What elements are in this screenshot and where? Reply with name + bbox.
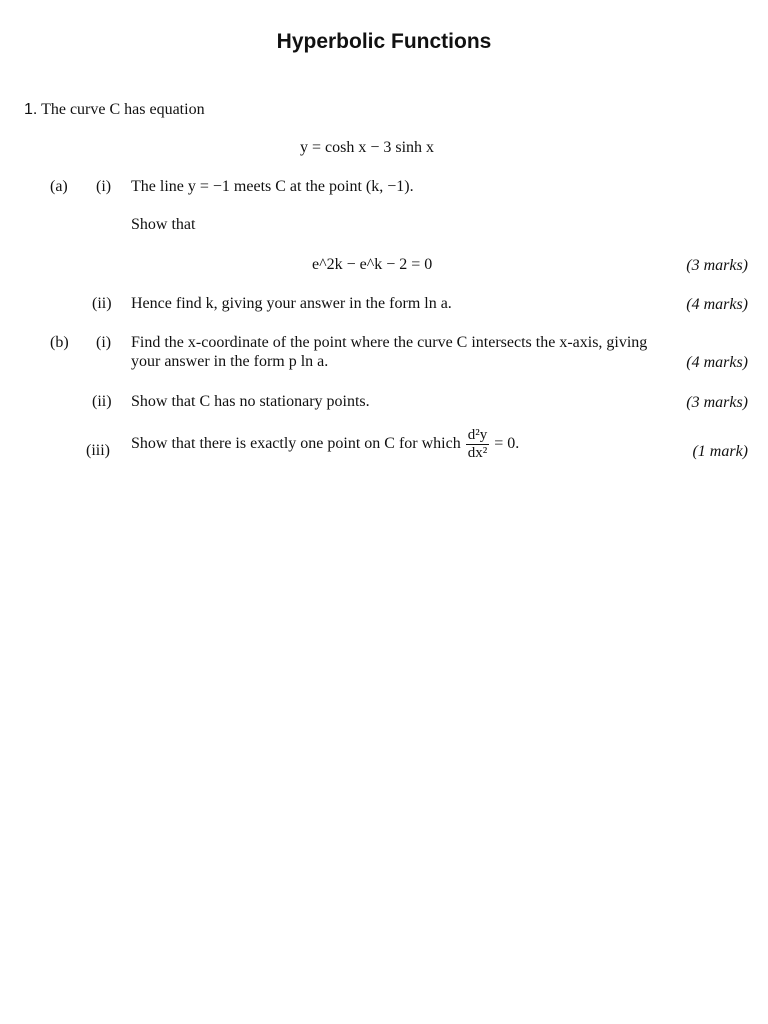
fraction-numerator: d²y (467, 427, 488, 443)
part-biii-end: = 0. (494, 435, 520, 453)
part-ai-marks: (3 marks) (686, 257, 748, 274)
part-aii-text: Hence find k, giving your answer in the form ln a. (131, 295, 452, 312)
part-biii-text: Show that there is exactly one point on C for which (131, 435, 461, 453)
part-aii-label: (ii) (92, 295, 112, 312)
part-aii-marks: (4 marks) (686, 296, 748, 313)
part-bi-text-line2: your answer in the form p ln a. (131, 353, 329, 370)
part-bii-marks: (3 marks) (686, 394, 748, 411)
part-ai-text: The line y = −1 meets C at the point (k, −1). (131, 178, 414, 195)
part-biii-line (131, 427, 519, 462)
question-intro-text: The curve C has equation (41, 101, 205, 118)
question-number: 1. (24, 101, 38, 118)
part-bii-text: Show that C has no stationary points. (131, 393, 370, 410)
curve-equation: y = cosh x − 3 sinh x (300, 139, 435, 156)
part-bi-text-line1: Find the x-coordinate of the point where the curve C intersects the x-axis, giving (131, 334, 648, 351)
part-bii-label: (ii) (92, 393, 112, 410)
page-title: Hyperbolic Functions (276, 30, 492, 53)
part-biii-label: (iii) (86, 442, 110, 459)
part-bi-marks: (4 marks) (686, 354, 748, 371)
part-ai-equation: e^2k − e^k − 2 = 0 (312, 256, 433, 273)
part-biii-marks: (1 mark) (692, 443, 748, 460)
show-that-text: Show that (131, 216, 196, 233)
question-intro (24, 101, 205, 119)
part-b-label: (b) (50, 334, 69, 351)
part-bi-label: (i) (96, 334, 112, 351)
part-ai-label: (i) (96, 178, 112, 195)
part-a-label: (a) (50, 178, 68, 195)
second-derivative-fraction (466, 427, 490, 462)
fraction-denominator: dx² (467, 445, 488, 461)
